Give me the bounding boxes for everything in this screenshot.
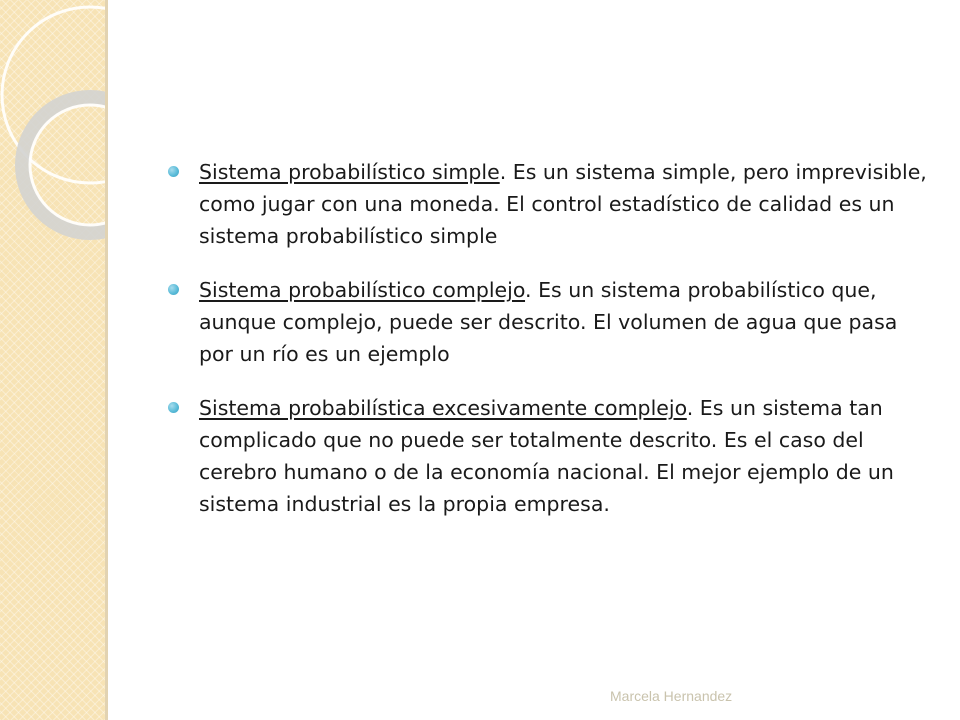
bullet-icon [168, 402, 179, 413]
list-item [168, 392, 928, 520]
item-term: Sistema probabilística excesivamente complejo [199, 396, 687, 420]
item-text: . Es un sistema tan complicado que no puede ser totalmente descrito. Es el caso del cerebro humano o de la economía nacional. El mejor ejemplo de un sistema industrial es la propia empresa. [199, 396, 894, 516]
list-item [168, 156, 928, 252]
item-text: . Es un sistema simple, pero imprevisible, como jugar con una moneda. El control estadístico de calidad es un sistema probabilístico simple [199, 160, 927, 248]
bullet-list [168, 156, 928, 542]
decorative-sidebar [0, 0, 105, 720]
footer-author: Marcela Hernandez [610, 688, 733, 704]
item-term: Sistema probabilístico simple [199, 160, 500, 184]
sidebar-border [105, 0, 108, 720]
item-text: . Es un sistema probabilístico que, aunque complejo, puede ser descrito. El volumen de agua que pasa por un río es un ejemplo [199, 278, 898, 366]
ring-decoration [0, 0, 105, 260]
bullet-icon [168, 284, 179, 295]
item-term: Sistema probabilístico complejo [199, 278, 526, 302]
bullet-icon [168, 166, 179, 177]
list-item [168, 274, 928, 370]
